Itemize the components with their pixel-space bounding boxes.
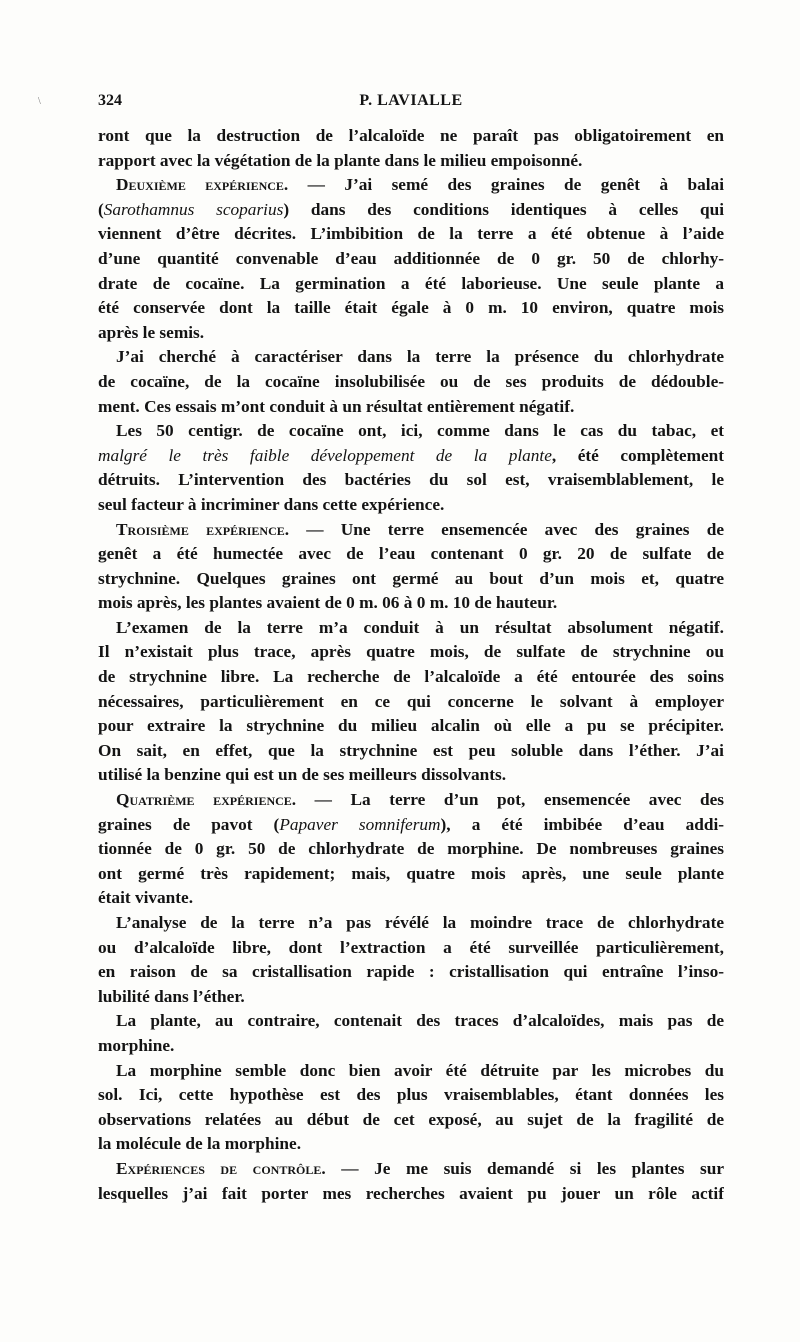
text-segment: sol. Ici, cette hypothèse est des plus vraisemblables, étant données les xyxy=(98,1085,724,1105)
text-segment: morphine. xyxy=(98,1035,175,1055)
text-segment: viennent d’être décrites. L’imbibition de la terre a été obtenue à l’aide xyxy=(98,224,724,244)
text-segment: nécessaires, particulièrement en ce qui concerne le solvant à employer xyxy=(98,691,724,711)
text-segment: tionnée de 0 gr. 50 de chlorhydrate de morphine. De nombreuses graines xyxy=(98,839,724,859)
text-line xyxy=(98,616,724,641)
text-segment: de strychnine libre. La recherche de l’alcaloïde a été entourée des soins xyxy=(98,667,724,687)
text-line xyxy=(98,1083,724,1108)
text-segment: d’une quantité convenable d’eau additionnée de 0 gr. 50 de chlorhy- xyxy=(98,248,724,268)
text-segment: La morphine semble donc bien avoir été détruite par les microbes du xyxy=(116,1060,724,1080)
text-line xyxy=(98,395,724,420)
text-segment: Il n’existait plus trace, après quatre mois, de sulfate de strychnine ou xyxy=(98,642,724,662)
text-segment: ront que la destruction de l’alcaloïde ne paraît pas obligatoirement en xyxy=(98,126,724,145)
text-line xyxy=(98,222,724,247)
text-line xyxy=(98,739,724,764)
text-line xyxy=(98,567,724,592)
text-line xyxy=(98,1108,724,1133)
text-segment: strychnine. Quelques graines ont germé au bout d’un mois et, quatre xyxy=(98,568,724,588)
text-segment: genêt a été humectée avec de l’eau contenant 0 gr. 20 de sulfate de xyxy=(98,544,724,564)
text-line xyxy=(98,763,724,788)
text-segment: ), a été imbibée d’eau addi- xyxy=(440,814,724,834)
text-line xyxy=(98,985,724,1010)
text-line xyxy=(98,198,724,223)
text-segment: mois après, les plantes avaient de 0 m. 06 à 0 m. 10 de hauteur. xyxy=(98,593,558,613)
text-line xyxy=(98,321,724,346)
text-line xyxy=(98,788,724,813)
text-line xyxy=(98,665,724,690)
text-line xyxy=(98,591,724,616)
text-segment: ) dans des conditions identiques à celles qui xyxy=(283,199,724,219)
text-line xyxy=(98,690,724,715)
text-segment: utilisé la benzine qui est un de ses meilleurs dissolvants. xyxy=(98,765,507,785)
text-segment: pour extraire la strychnine du milieu alcalin où elle a pu se précipiter. xyxy=(98,716,724,736)
text-segment: ment. Ces essais m’ont conduit à un résultat entièrement négatif. xyxy=(98,396,575,416)
text-segment: On sait, en effet, que la strychnine est peu soluble dans l’éther. J’ai xyxy=(98,740,724,760)
running-head: P. LAVIALLE xyxy=(359,92,463,109)
text-segment: — Je me suis demandé si les plantes sur xyxy=(325,1158,724,1178)
text-line xyxy=(98,714,724,739)
text-segment: lubilité dans l’éther. xyxy=(98,986,245,1006)
text-segment: drate de cocaïne. La germination a été laborieuse. Une seule plante a xyxy=(98,273,724,293)
text-line xyxy=(98,862,724,887)
text-line xyxy=(98,1009,724,1034)
text-line xyxy=(98,1132,724,1157)
scan-speck: \ xyxy=(38,96,41,107)
text-segment: seul facteur à incriminer dans cette expérience. xyxy=(98,494,445,514)
text-line xyxy=(98,1157,724,1182)
text-line xyxy=(98,1182,724,1207)
text-line xyxy=(98,272,724,297)
text-segment: ou d’alcaloïde libre, dont l’extraction a été surveillée particulièrement, xyxy=(98,937,724,957)
section-heading: Quatrième expérience. xyxy=(116,790,297,810)
text-segment: — La terre d’un pot, ensemencée avec des xyxy=(296,790,724,810)
text-segment: L’examen de la terre m’a conduit à un résultat absolument négatif. xyxy=(116,617,724,637)
text-segment: , été complètement xyxy=(551,445,724,465)
text-segment: — Une terre ensemencée avec des graines de xyxy=(289,519,724,539)
text-segment: en raison de sa cristallisation rapide : cristallisation qui entraîne l’inso- xyxy=(98,962,724,982)
text-segment: La plante, au contraire, contenait des traces d’alcaloïdes, mais pas de xyxy=(116,1011,724,1031)
text-line xyxy=(98,370,724,395)
text-segment: lesquelles j’ai fait porter mes recherches avaient pu jouer un rôle actif xyxy=(98,1183,724,1203)
text-line xyxy=(98,518,724,543)
text-line xyxy=(98,1059,724,1084)
text-line xyxy=(98,960,724,985)
text-line xyxy=(98,837,724,862)
text-line xyxy=(98,419,724,444)
section-heading: Troisième expérience. xyxy=(116,519,290,539)
text-segment: rapport avec la végétation de la plante dans le milieu empoisonné. xyxy=(98,150,583,170)
text-line xyxy=(98,886,724,911)
section-heading: Expériences de contrôle. xyxy=(116,1158,326,1178)
text-segment: détruits. L’intervention des bactéries du sol est, vraisemblablement, le xyxy=(98,470,724,490)
text-line xyxy=(98,296,724,321)
text-segment: était vivante. xyxy=(98,888,194,908)
text-line xyxy=(98,813,724,838)
text-segment: ( xyxy=(98,199,104,219)
text-segment: la molécule de la morphine. xyxy=(98,1134,302,1154)
text-segment: été conservée dont la taille était égale à 0 m. 10 environ, quatre mois xyxy=(98,298,724,318)
text-segment: après le semis. xyxy=(98,322,205,342)
text-segment: Les 50 centigr. de cocaïne ont, ici, comme dans le cas du tabac, et xyxy=(116,421,724,441)
text-line xyxy=(98,149,724,174)
body-text xyxy=(98,124,724,1206)
text-line xyxy=(98,247,724,272)
section-heading: Deuxième expérience. xyxy=(116,175,289,195)
text-line xyxy=(98,1034,724,1059)
italic-text: malgré le très faible développement de la plante xyxy=(98,445,552,465)
text-line xyxy=(98,468,724,493)
text-line xyxy=(98,345,724,370)
text-line xyxy=(98,911,724,936)
text-segment: ont germé très rapidement; mais, quatre mois après, une seule plante xyxy=(98,863,724,883)
text-line xyxy=(98,936,724,961)
text-segment: L’analyse de la terre n’a pas révélé la moindre trace de chlorhydrate xyxy=(116,913,724,932)
text-segment: J’ai cherché à caractériser dans la terre la présence du chlorhydrate xyxy=(116,347,724,367)
text-segment: observations relatées au début de cet exposé, au sujet de la fragilité de xyxy=(98,1109,724,1129)
text-line xyxy=(98,542,724,567)
italic-text: Papaver somniferum xyxy=(279,814,441,834)
page-number: 324 xyxy=(98,92,122,109)
text-line xyxy=(98,640,724,665)
text-line xyxy=(98,493,724,518)
text-line xyxy=(98,444,724,469)
text-segment: graines de pavot ( xyxy=(98,814,280,834)
text-segment: de cocaïne, de la cocaïne insolubilisée ou de ses produits de dédouble- xyxy=(98,371,724,391)
text-line xyxy=(98,124,724,149)
page-header xyxy=(98,92,724,116)
text-line xyxy=(98,173,724,198)
italic-text: Sarothamnus scoparius xyxy=(103,199,284,219)
text-segment: — J’ai semé des graines de genêt à balai xyxy=(288,175,724,195)
